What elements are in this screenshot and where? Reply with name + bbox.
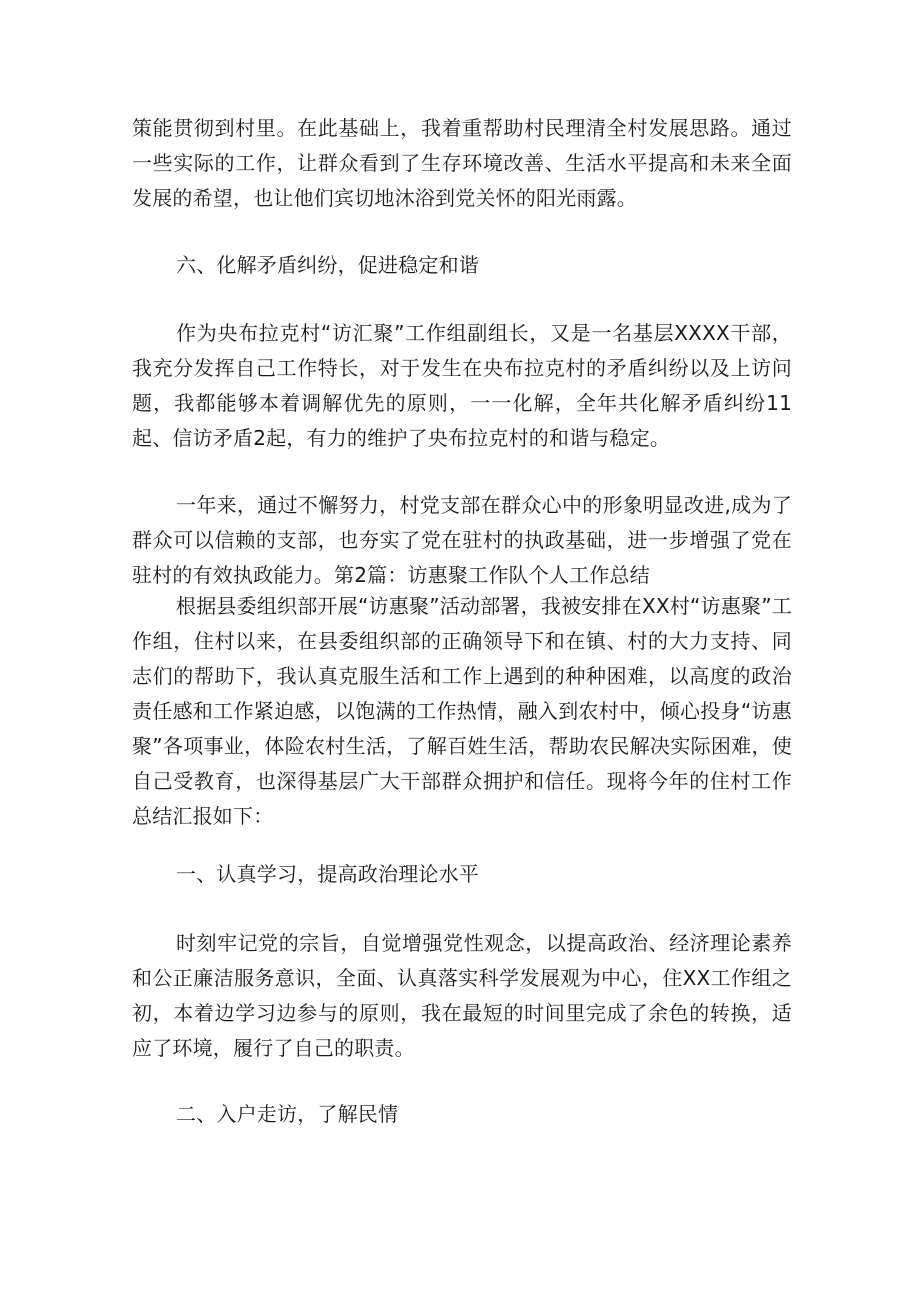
section-heading-six: 六、化解矛盾纠纷，促进稳定和谐 (176, 253, 479, 277)
section-heading-two: 二、入户走访，了解民情 (176, 1102, 399, 1126)
section-heading-one: 一、认真学习，提高政治理论水平 (176, 862, 479, 886)
paragraph-study: 时刻牢记党的宗旨，自觉增强党性观念，以提高政治、经济理论素养和公正廉洁服务意识，全面、认真落实科学发展观为中心，住XX工作组之初，本着边学习边参与的原则，我在最短的时间里完成了余色的转换，适应了环境，履行了自己的职责。 (132, 931, 792, 1060)
paragraph-continuation: 策能贯彻到村里。在此基础上，我着重帮助村民理清全村发展思路。通过一些实际的工作，让群众看到了生存环境改善、生活水平提高和未来全面发展的希望，也让他们宾切地沐浴到党关怀的阳光雨露。 (132, 116, 792, 210)
paragraph-mediation: 作为央布拉克村“访汇聚”工作组副组长，又是一名基层XXXX干部，我充分发挥自己工作特长，对于发生在央布拉克村的矛盾纠纷以及上访问题，我都能够本着调解优先的原则，一一化解，全年共化解矛盾纠纷11起、信访矛盾2起，有力的维护了央布拉克村的和谐与稳定。 (132, 321, 792, 450)
paragraph-introduction: 根据县委组织部开展“访惠聚”活动部署，我被安排在XX村“访惠聚”工作组，住村以来，在县委组织部的正确领导下和在镇、村的大力支持、同志们的帮助下，我认真克服生活和工作上遇到的种种困难，以高度的政治责任感和工作紧迫感，以饱满的工作热情，融入到农村中，倾心投身“访惠聚”各项事业，体险农村生活，了解百姓生活，帮助农民解决实际困难，使自己受教育，也深得基层广大干部群众拥护和信任。现将今年的住村工作总结汇报如下： (132, 594, 792, 828)
paragraph-summary: 一年来，通过不懈努力，村党支部在群众心中的形象明显改进,成为了群众可以信赖的支部，也夯实了党在驻村的执政基础，进一步增强了党在驻村的有效执政能力。第2篇：访惠聚工作队个人工作总结 (132, 493, 792, 587)
